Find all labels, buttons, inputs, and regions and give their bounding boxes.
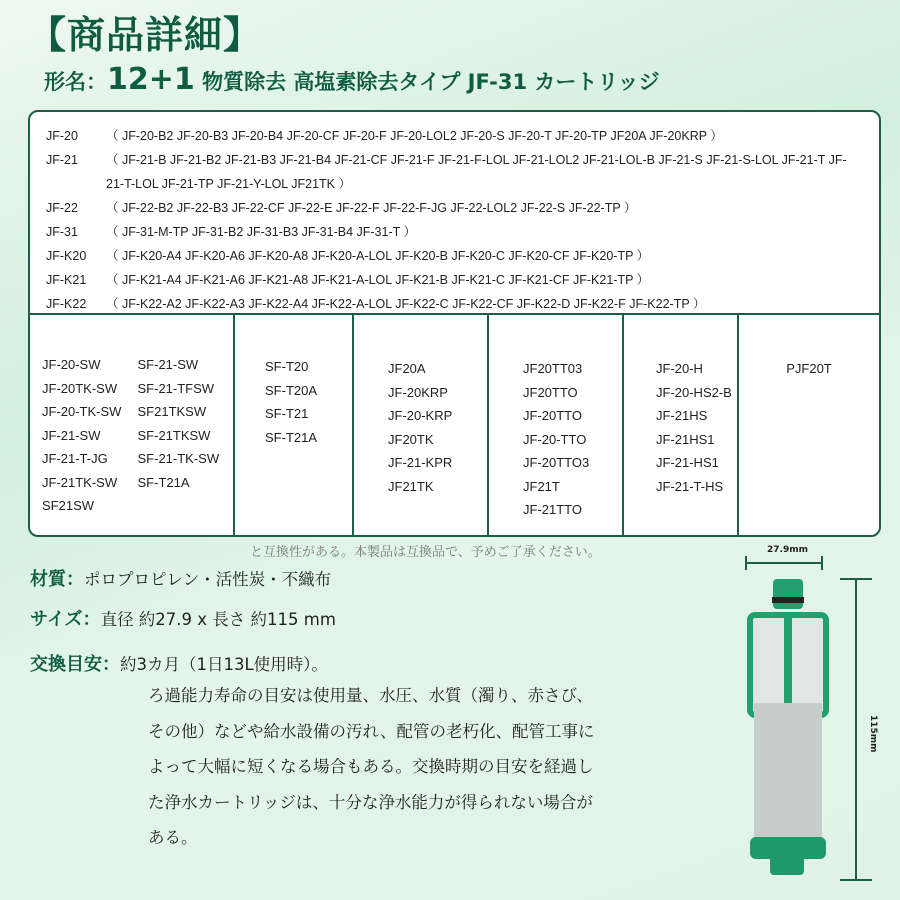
page-title: 【商品詳細】 — [28, 13, 263, 57]
model-item: JF-21-KPR — [388, 455, 453, 470]
series-row — [46, 148, 863, 196]
width-label: 27.9mm — [767, 545, 808, 555]
model-item: SF21TKSW — [137, 404, 207, 419]
models-column-3 — [354, 315, 489, 535]
model-desc: 物質除去 高塩素除去タイプ JF-31 カートリッジ — [202, 70, 660, 94]
model-item: JF-21-SW — [42, 427, 101, 443]
model-item: SF-T20A — [265, 382, 318, 398]
models-column-2 — [235, 315, 354, 535]
spec-label: 交換目安： — [30, 654, 120, 675]
model-item: JF-21HS — [656, 408, 708, 423]
model-item: SF21SW — [42, 498, 95, 513]
model-item: JF20TK — [388, 431, 434, 447]
spec-description — [148, 678, 728, 856]
series-models: （ JF-K22-A2 JF-K22-A3 JF-K22-A4 JF-K22-A-LOL JF-K22-C JF-K22-CF JF-K22-D JF-K22-F JF-K22-TP ） — [106, 297, 706, 311]
compatible-series-table — [28, 110, 881, 315]
model-number: 12+1 — [107, 62, 195, 97]
dimension-tick — [821, 556, 823, 570]
series-key: JF-21 — [46, 153, 78, 167]
model-item: SF-21-SW — [137, 357, 199, 372]
model-item: JF20TT03 — [523, 361, 583, 376]
length-dimension-line — [855, 578, 857, 880]
model-item: JF-20-TK-SW — [42, 404, 122, 419]
series-models: （ JF-22-B2 JF-22-B3 JF-22-CF JF-22-E JF-22-F JF-22-F-JG JF-22-LOL2 JF-22-S JF-22-TP ） — [106, 201, 637, 215]
series-key: JF-31 — [46, 225, 78, 239]
spec-value: 直径 約27.9 x 長さ 約115 mm — [100, 610, 336, 629]
series-row — [46, 124, 863, 148]
compatibility-note: と互換性がある。本製品は互換品で、予めご了承ください。 — [250, 545, 601, 560]
models-column-1 — [30, 315, 235, 535]
series-key: JF-20 — [46, 129, 78, 143]
model-item: JF-21HS1 — [656, 431, 715, 447]
desc-line: よって大幅に短くなる場合もある。交換時期の目安を経過し — [148, 757, 594, 776]
model-item: SF-T21A — [137, 474, 190, 490]
dimension-tick — [745, 556, 747, 570]
model-item: SF-T20 — [265, 359, 309, 374]
model-item: JF21T — [523, 478, 560, 494]
model-item: PJF20T — [786, 361, 832, 376]
models-column-5 — [624, 315, 739, 535]
model-item: JF-21-T-JG — [42, 451, 108, 466]
model-item: JF-21-T-HS — [656, 478, 724, 494]
model-item: SF-T21 — [265, 406, 309, 421]
model-item: JF-20-H — [656, 361, 703, 376]
spec-material — [30, 565, 331, 591]
length-label: 115mm — [868, 715, 878, 753]
series-models: （ JF-K21-A4 JF-K21-A6 JF-K21-A8 JF-K21-A-LOL JF-K21-B JF-K21-C JF-K21-CF JF-K21-TP ） — [106, 273, 650, 287]
model-item: SF-T21A — [265, 429, 318, 445]
model-item: JF20A — [388, 361, 426, 376]
spec-value: 約3カ月（1日13L使用時）。 — [120, 655, 328, 674]
model-label: 形名： — [44, 70, 107, 94]
model-item: JF21TK — [388, 478, 434, 494]
model-item: JF-20KRP — [388, 384, 448, 400]
desc-line: た浄水カートリッジは、十分な浄水能力が得られない場合が — [148, 792, 593, 812]
series-models: （ JF-31-M-TP JF-31-B2 JF-31-B3 JF-31-B4 JF-31-T ） — [106, 225, 417, 239]
model-item: JF-20-KRP — [388, 408, 453, 423]
spec-interval — [30, 650, 328, 676]
spec-size — [30, 605, 336, 631]
series-row — [46, 268, 863, 292]
model-item: JF20TTO — [523, 384, 578, 400]
model-item: JF-21TTO — [523, 502, 582, 517]
series-models: （ JF-K20-A4 JF-K20-A6 JF-K20-A8 JF-K20-A-LOL JF-K20-B JF-K20-C JF-K20-CF JF-K20-TP ） — [106, 249, 650, 263]
model-item: JF-20-TTO — [523, 431, 587, 447]
model-item: SF-21-TFSW — [137, 380, 215, 396]
model-item: JF-20TTO3 — [523, 455, 590, 470]
models-column-4 — [489, 315, 624, 535]
series-key: JF-K21 — [46, 273, 87, 287]
model-item: JF-20-HS2-B — [656, 384, 732, 400]
spec-label: 材質： — [30, 569, 84, 590]
series-row — [46, 196, 863, 220]
desc-line: ろ過能力寿命の目安は使用量、水圧、水質（濁り、赤さび、 — [148, 686, 593, 705]
series-key: JF-22 — [46, 201, 78, 215]
width-dimension-line — [745, 562, 823, 564]
series-models: （ JF-20-B2 JF-20-B3 JF-20-B4 JF-20-CF JF-20-F JF-20-LOL2 JF-20-S JF-20-T JF-20-TP JF20A JF-20KRP ） — [106, 129, 723, 143]
model-item: JF-21-HS1 — [656, 455, 719, 470]
series-key: JF-K22 — [46, 297, 87, 311]
model-item: SF-21TKSW — [137, 427, 211, 443]
model-item: SF-21-TK-SW — [137, 451, 220, 466]
series-row — [46, 244, 863, 268]
series-models: （ JF-21-B JF-21-B2 JF-21-B3 JF-21-B4 JF-21-CF JF-21-F JF-21-F-LOL JF-21-LOL2 JF-21-LOL-B JF-21-S JF-21-S-LOL JF-21-T JF-21-T-LOL JF-21-TP JF-21-Y-LOL JF21TK ） — [106, 153, 847, 191]
spec-value: ポロプロピレン・活性炭・不織布 — [84, 570, 332, 589]
model-item: JF-20-SW — [42, 357, 101, 372]
model-item: JF-20TTO — [523, 408, 582, 423]
model-title — [44, 62, 660, 97]
cartridge-icon — [740, 575, 850, 885]
model-item: JF-20TK-SW — [42, 380, 118, 396]
models-column-6 — [739, 315, 879, 535]
desc-line: その他）などや給水設備の汚れ、配管の老朽化、配管工事に — [148, 721, 595, 741]
desc-line: ある。 — [148, 828, 198, 847]
model-item: JF-21TK-SW — [42, 474, 118, 490]
series-key: JF-K20 — [46, 249, 87, 263]
spec-label: サイズ： — [30, 609, 101, 630]
series-row — [46, 220, 863, 244]
compatible-models-grid — [28, 313, 881, 537]
